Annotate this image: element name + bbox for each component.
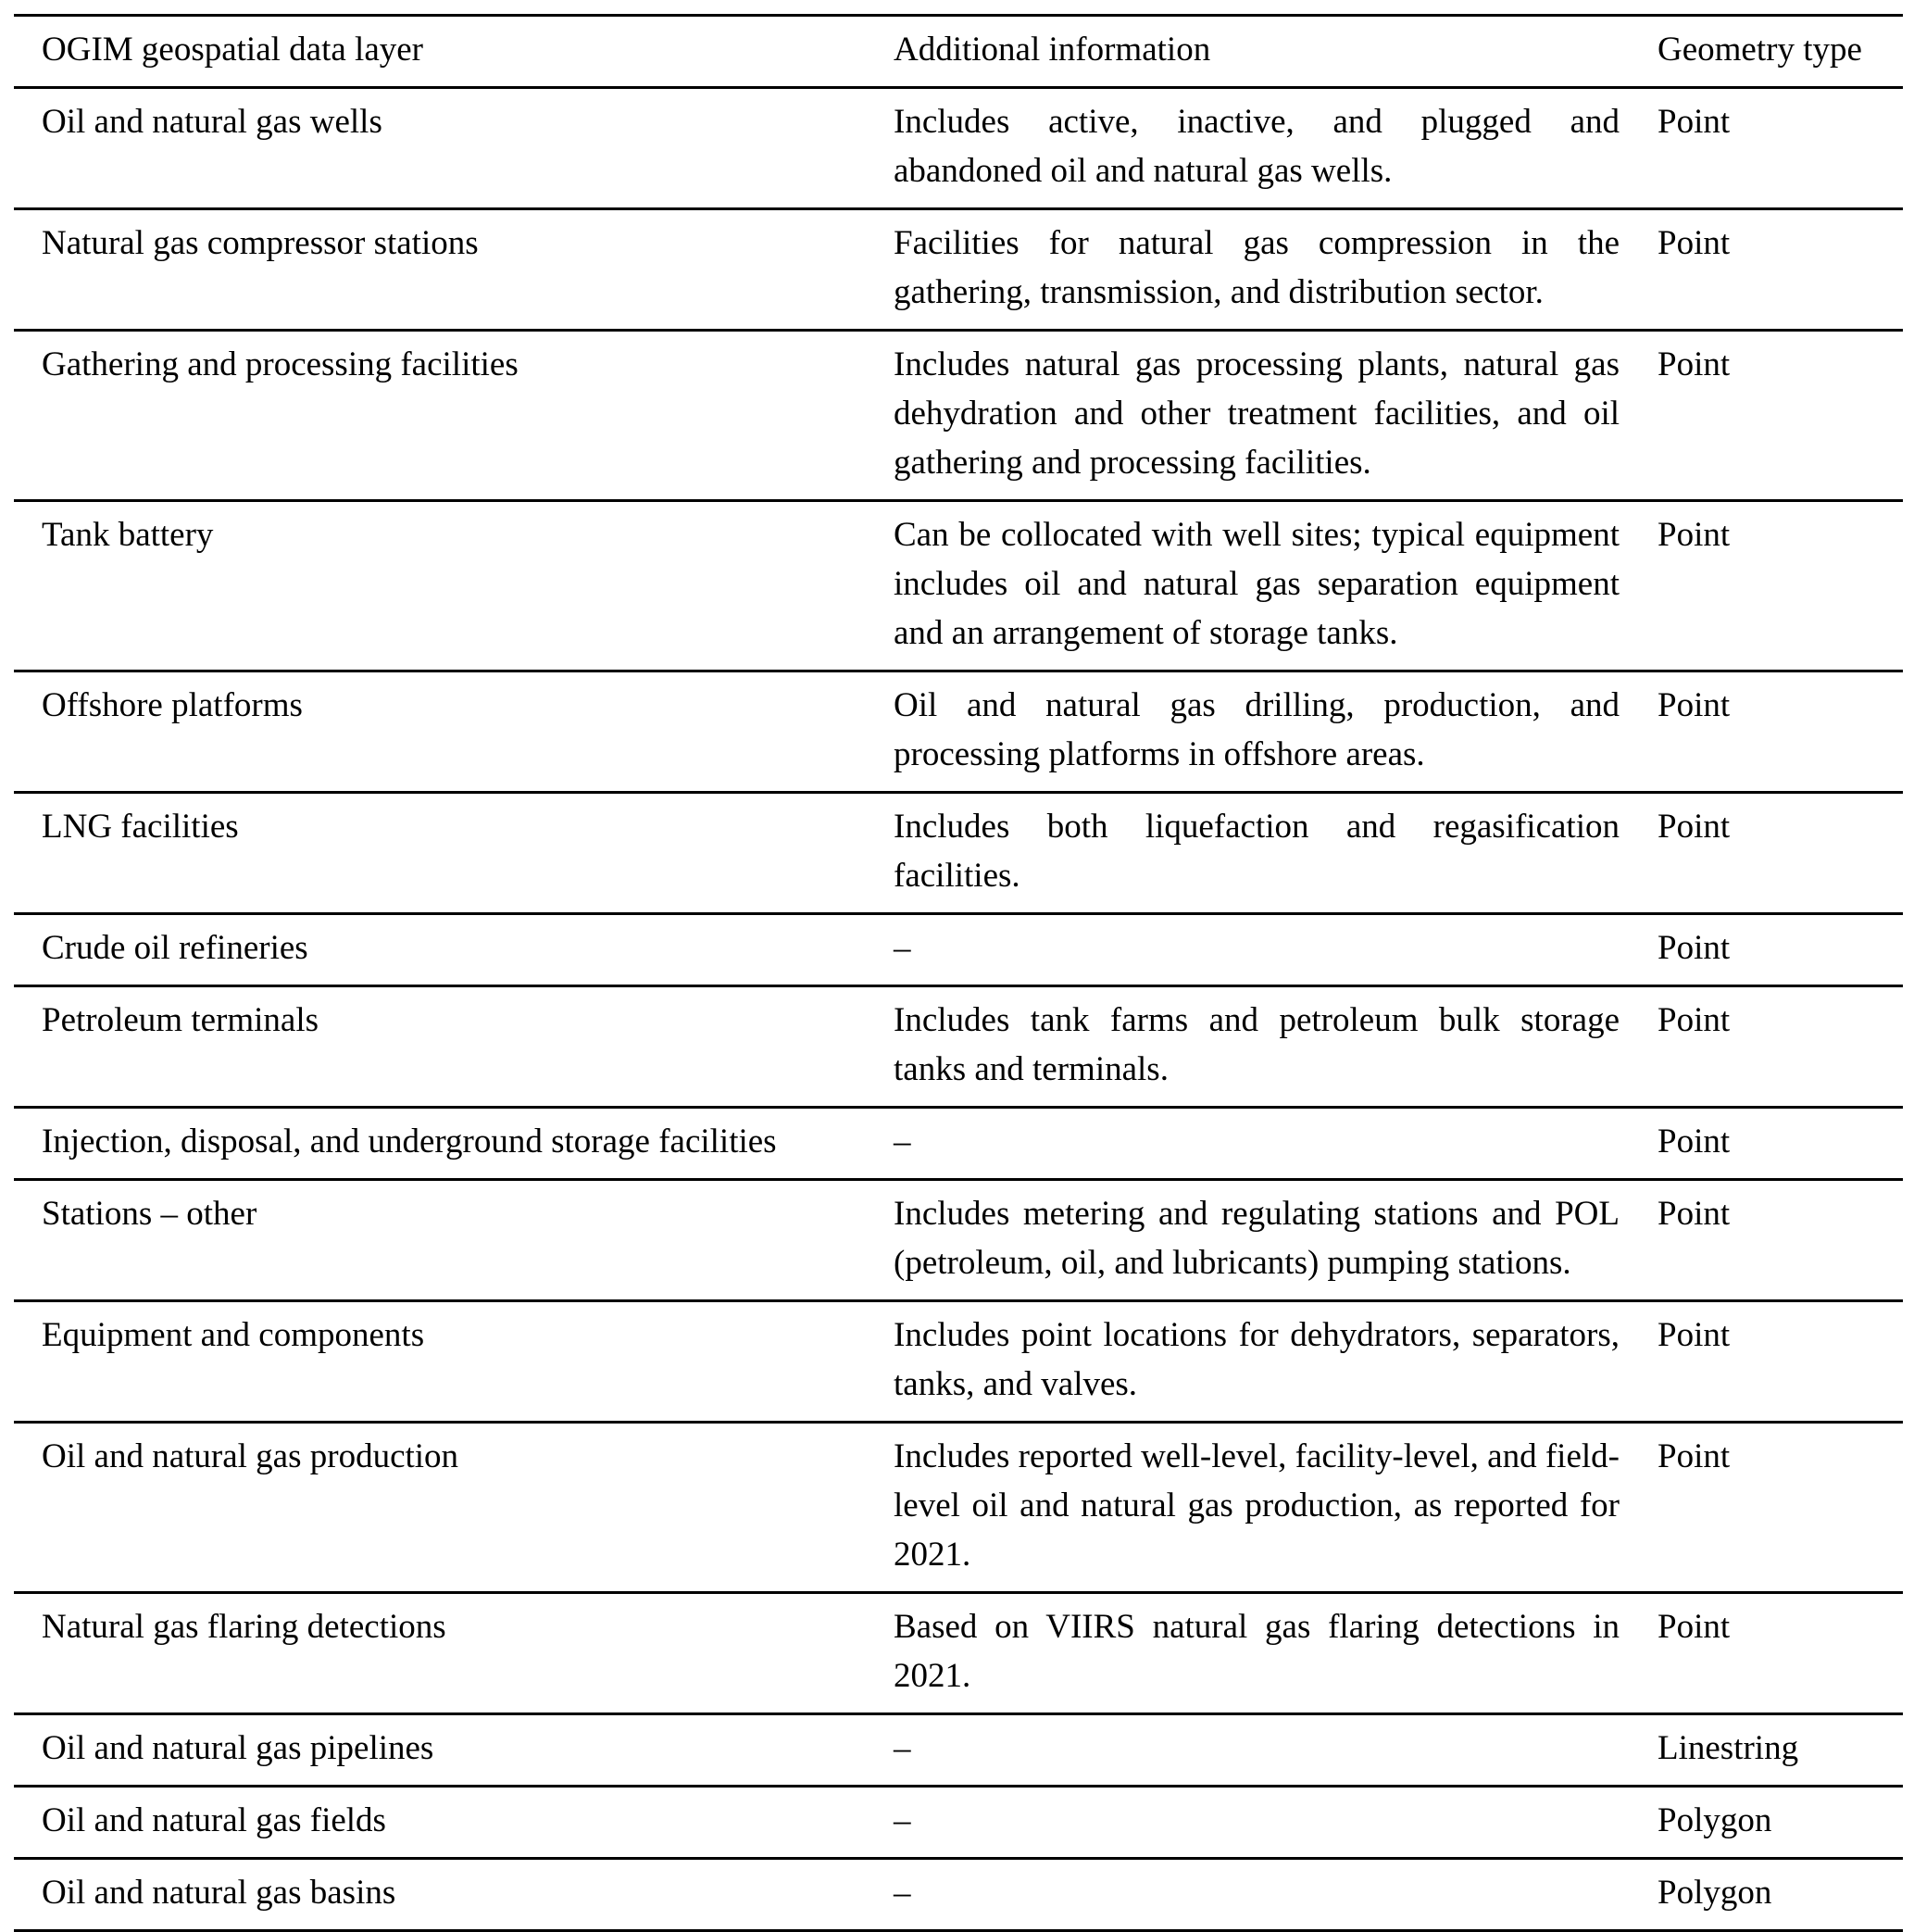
layer-name-cell: Injection, disposal, and underground storage facilities (42, 1123, 777, 1160)
table-row (14, 1714, 1903, 1787)
column-header-geometry-type: Geometry type (1658, 31, 1862, 69)
layer-name-cell: Oil and natural gas pipelines (42, 1729, 434, 1767)
geometry-type-cell: Point (1658, 224, 1731, 262)
additional-info-cell: – (894, 929, 911, 967)
table-row (14, 1593, 1903, 1714)
header-row (14, 16, 1903, 88)
additional-info-cell: Based on VIIRS natural gas flaring detections in 2021. (894, 1608, 1620, 1695)
layer-name-cell: Crude oil refineries (42, 929, 308, 967)
table-body (14, 88, 1903, 1931)
layer-name-cell: Gathering and processing facilities (42, 345, 519, 383)
additional-info-cell: Includes active, inactive, and plugged and abandoned oil and natural gas wells. (894, 103, 1620, 190)
layer-name-cell: Oil and natural gas production (42, 1437, 459, 1475)
geometry-type-cell: Point (1658, 1001, 1731, 1039)
table-row (14, 501, 1903, 671)
table-row (14, 1423, 1903, 1593)
geometry-type-cell: Point (1658, 1608, 1731, 1646)
layer-name-cell: Natural gas compressor stations (42, 224, 479, 262)
table-row (14, 671, 1903, 793)
table-row (14, 914, 1903, 986)
geometry-type-cell: Point (1658, 929, 1731, 967)
additional-info-cell: Can be collocated with well sites; typical equipment includes oil and natural gas separation equipment and an arrangement of storage tanks. (894, 516, 1620, 652)
geometry-type-cell: Point (1658, 1195, 1731, 1233)
layer-name-cell: Oil and natural gas basins (42, 1874, 396, 1912)
layer-name-cell: Petroleum terminals (42, 1001, 319, 1039)
additional-info-cell: Includes tank farms and petroleum bulk storage tanks and terminals. (894, 1001, 1620, 1088)
additional-info-cell: Oil and natural gas drilling, production, and processing platforms in offshore areas. (894, 686, 1620, 773)
additional-info-cell: Includes natural gas processing plants, natural gas dehydration and other treatment facilities, and oil gathering and processing facilities. (894, 345, 1620, 482)
table-row (14, 1859, 1903, 1931)
table-row (14, 986, 1903, 1108)
additional-info-cell: Includes both liquefaction and regasification facilities. (894, 808, 1620, 895)
geometry-type-cell: Linestring (1658, 1729, 1799, 1767)
geometry-type-cell: Point (1658, 516, 1731, 554)
geometry-type-cell: Polygon (1658, 1801, 1772, 1839)
additional-info-cell: – (894, 1729, 911, 1767)
additional-info-cell: – (894, 1123, 911, 1160)
table-header (14, 16, 1903, 88)
geometry-type-cell: Point (1658, 1437, 1731, 1475)
additional-info-cell: Includes reported well-level, facility-level, and field-level oil and natural gas production, as reported for 2021. (894, 1437, 1620, 1574)
table-row (14, 1180, 1903, 1301)
layer-name-cell: Oil and natural gas fields (42, 1801, 386, 1839)
table-row (14, 331, 1903, 501)
layer-name-cell: Natural gas flaring detections (42, 1608, 446, 1646)
layer-name-cell: Oil and natural gas wells (42, 103, 382, 141)
geometry-type-cell: Point (1658, 1123, 1731, 1160)
additional-info-cell: Includes point locations for dehydrators, separators, tanks, and valves. (894, 1316, 1620, 1403)
column-header-additional-info: Additional information (894, 31, 1211, 69)
table-row (14, 1301, 1903, 1423)
table-row (14, 209, 1903, 331)
table-row (14, 88, 1903, 209)
layer-name-cell: LNG facilities (42, 808, 239, 846)
table-row (14, 1787, 1903, 1859)
geometry-type-cell: Point (1658, 103, 1731, 141)
geometry-type-cell: Point (1658, 808, 1731, 846)
table-row (14, 1108, 1903, 1180)
table-row (14, 793, 1903, 914)
additional-info-cell: – (894, 1874, 911, 1912)
layer-name-cell: Tank battery (42, 516, 214, 554)
layer-name-cell: Stations – other (42, 1195, 257, 1233)
geometry-type-cell: Polygon (1658, 1874, 1772, 1912)
geometry-type-cell: Point (1658, 345, 1731, 383)
geometry-type-cell: Point (1658, 1316, 1731, 1354)
layer-name-cell: Equipment and components (42, 1316, 425, 1354)
additional-info-cell: Includes metering and regulating stations and POL (petroleum, oil, and lubricants) pumping stations. (894, 1195, 1620, 1282)
column-header-layer: OGIM geospatial data layer (42, 31, 423, 69)
additional-info-cell: – (894, 1801, 911, 1839)
additional-info-cell: Facilities for natural gas compression in the gathering, transmission, and distribution sector. (894, 224, 1620, 311)
layer-name-cell: Offshore platforms (42, 686, 303, 724)
ogim-data-layers-table (14, 14, 1903, 1932)
geometry-type-cell: Point (1658, 686, 1731, 724)
